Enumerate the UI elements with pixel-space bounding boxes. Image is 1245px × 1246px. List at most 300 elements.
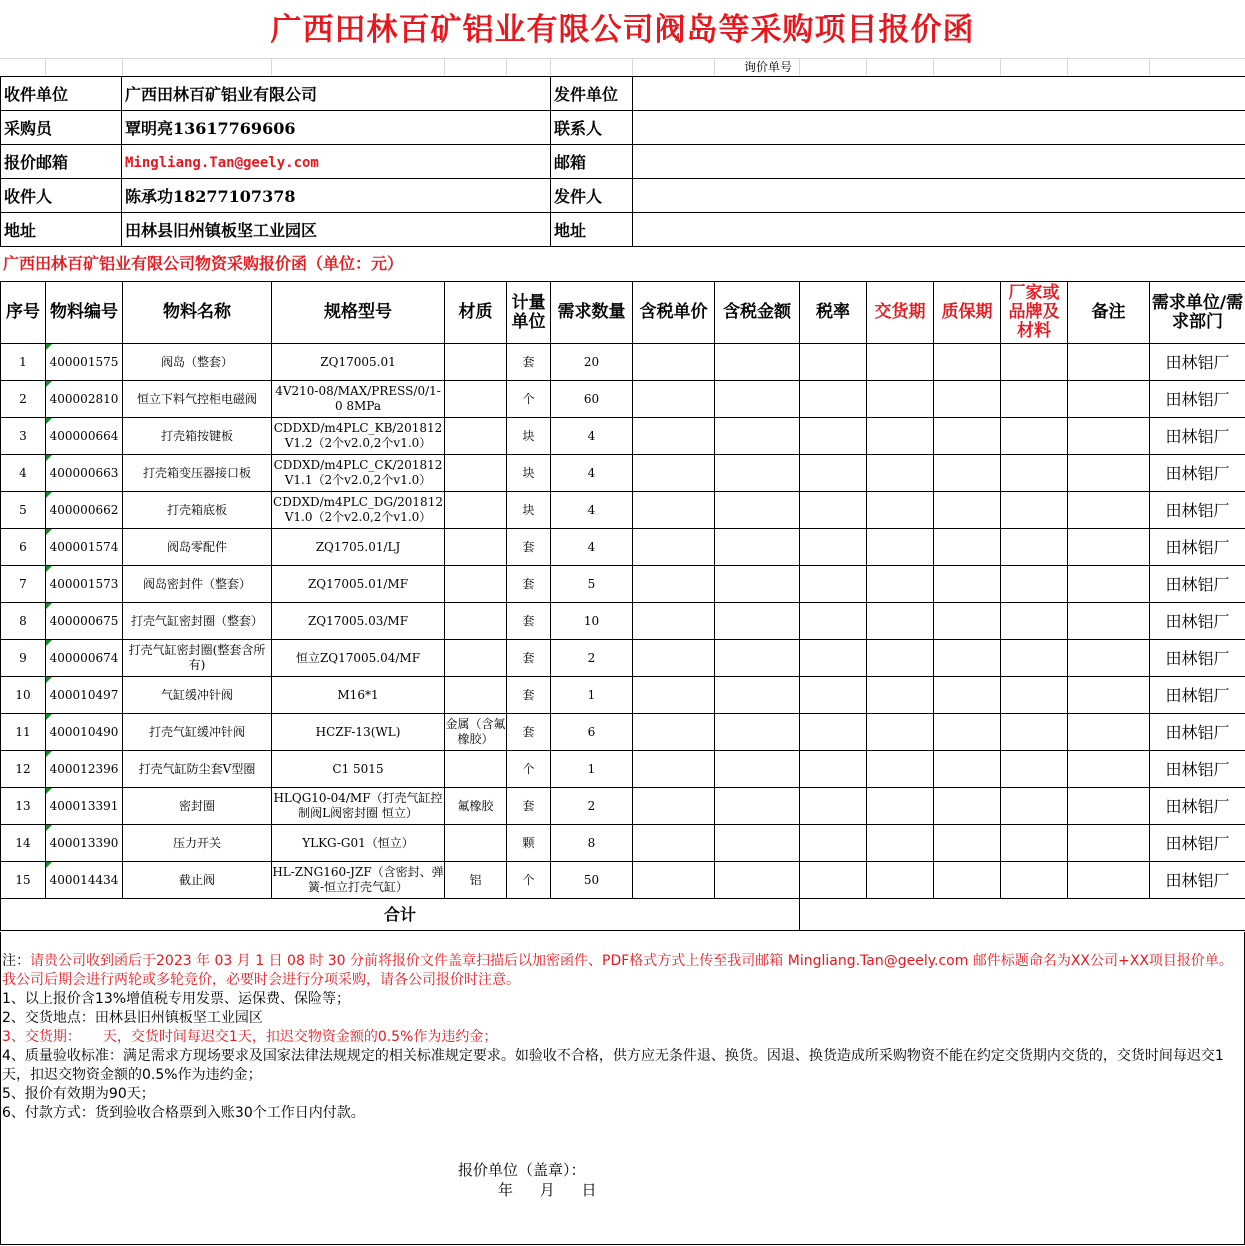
header-delivery: 交货期 [867, 282, 934, 344]
spreadsheet-grid-row [0, 58, 1245, 77]
quote-email-label: 报价邮箱 [1, 145, 122, 179]
cell-spec: CDDXD/m4PLC_KB/201812 V1.2（2个v2.0,2个v1.0） [272, 418, 445, 455]
cell-name: 密封圈 [123, 788, 272, 825]
total-row [1, 899, 1245, 931]
cell-spec: ZQ1705.01/LJ [272, 529, 445, 566]
cell-unit-price[interactable] [633, 381, 715, 418]
cell-spec: CDDXD/m4PLC_DG/201812 V1.0（2个v2.0,2个v1.0） [272, 492, 445, 529]
cell-no: 5 [1, 492, 46, 529]
cell-unit: 套 [507, 677, 551, 714]
cell-brand[interactable] [1001, 751, 1068, 788]
cell-brand[interactable] [1001, 529, 1068, 566]
cell-tax[interactable] [800, 381, 867, 418]
cell-unit-price[interactable] [633, 640, 715, 677]
items-table [0, 281, 1245, 931]
cell-amount[interactable] [715, 714, 800, 751]
cell-qty: 4 [551, 418, 633, 455]
table-row [1, 418, 1245, 455]
cell-name: 压力开关 [123, 825, 272, 862]
cell-no: 3 [1, 418, 46, 455]
cell-code: 400013391 [46, 788, 123, 825]
email-value[interactable] [633, 145, 1245, 179]
cell-unit: 套 [507, 714, 551, 751]
cell-no: 2 [1, 381, 46, 418]
cell-unit: 套 [507, 603, 551, 640]
cell-tax[interactable] [800, 825, 867, 862]
cell-spec: M16*1 [272, 677, 445, 714]
address-label: 地址 [1, 213, 122, 247]
cell-name: 打壳气缸密封圈(整套含所有) [123, 640, 272, 677]
cell-tax[interactable] [800, 344, 867, 381]
cell-code: 400000674 [46, 640, 123, 677]
cell-unit-price[interactable] [633, 825, 715, 862]
cell-material [445, 603, 507, 640]
cell-amount[interactable] [715, 381, 800, 418]
cell-amount[interactable] [715, 677, 800, 714]
table-row [1, 455, 1245, 492]
cell-dept: 田林铝厂 [1150, 529, 1245, 566]
cell-dept: 田林铝厂 [1150, 825, 1245, 862]
cell-material: 金属（含氟橡胶） [445, 714, 507, 751]
cell-material: 铝 [445, 862, 507, 899]
notes-section [2, 952, 1240, 1123]
cell-warranty[interactable] [934, 677, 1001, 714]
cell-code: 400001573 [46, 566, 123, 603]
cell-qty: 1 [551, 751, 633, 788]
table-row [1, 788, 1245, 825]
cell-tax[interactable] [800, 751, 867, 788]
cell-amount[interactable] [715, 788, 800, 825]
cell-unit-price[interactable] [633, 677, 715, 714]
signature-label: 报价单位（盖章）： [458, 1161, 586, 1179]
cell-tax[interactable] [800, 455, 867, 492]
cell-unit-price[interactable] [633, 788, 715, 825]
cell-code: 400010497 [46, 677, 123, 714]
cell-remark[interactable] [1068, 344, 1150, 381]
page-title: 广西田林百矿铝业有限公司阀岛等采购项目报价函 [270, 12, 975, 48]
cell-material [445, 492, 507, 529]
cell-unit-price[interactable] [633, 344, 715, 381]
buyer-value[interactable]: 覃明亮13617769606 [122, 111, 551, 145]
cell-warranty[interactable] [934, 566, 1001, 603]
cell-remark[interactable] [1068, 566, 1150, 603]
cell-no: 13 [1, 788, 46, 825]
cell-brand[interactable] [1001, 381, 1068, 418]
cell-no: 15 [1, 862, 46, 899]
table-row [1, 825, 1245, 862]
cell-warranty[interactable] [934, 825, 1001, 862]
cell-delivery[interactable] [867, 492, 934, 529]
cell-unit-price[interactable] [633, 862, 715, 899]
cell-delivery[interactable] [867, 381, 934, 418]
cell-warranty[interactable] [934, 492, 1001, 529]
buyer-label: 采购员 [1, 111, 122, 145]
cell-amount[interactable] [715, 825, 800, 862]
table-header-row [1, 282, 1245, 344]
info-row [1, 179, 1245, 213]
table-row [1, 492, 1245, 529]
cell-delivery[interactable] [867, 825, 934, 862]
cell-unit: 套 [507, 566, 551, 603]
cell-qty: 2 [551, 788, 633, 825]
cell-name: 打壳气缸密封圈（整套） [123, 603, 272, 640]
cell-spec: 恒立ZQ17005.04/MF [272, 640, 445, 677]
cell-qty: 4 [551, 455, 633, 492]
cell-spec: ZQ17005.01/MF [272, 566, 445, 603]
cell-tax[interactable] [800, 529, 867, 566]
cell-unit: 块 [507, 492, 551, 529]
cell-unit: 个 [507, 751, 551, 788]
cell-dept: 田林铝厂 [1150, 418, 1245, 455]
header-amount: 含税金额 [715, 282, 800, 344]
cell-qty: 5 [551, 566, 633, 603]
cell-tax[interactable] [800, 788, 867, 825]
cell-tax[interactable] [800, 603, 867, 640]
cell-remark[interactable] [1068, 714, 1150, 751]
cell-no: 1 [1, 344, 46, 381]
cell-unit: 个 [507, 862, 551, 899]
cell-brand[interactable] [1001, 566, 1068, 603]
cell-unit: 套 [507, 529, 551, 566]
total-value[interactable] [800, 899, 1245, 931]
cell-delivery[interactable] [867, 751, 934, 788]
cell-unit: 个 [507, 381, 551, 418]
cell-code: 400000662 [46, 492, 123, 529]
info-row [1, 145, 1245, 179]
cell-delivery[interactable] [867, 788, 934, 825]
cell-amount[interactable] [715, 566, 800, 603]
cell-delivery[interactable] [867, 862, 934, 899]
cell-warranty[interactable] [934, 455, 1001, 492]
cell-material [445, 825, 507, 862]
cell-qty: 4 [551, 492, 633, 529]
cell-no: 7 [1, 566, 46, 603]
cell-qty: 1 [551, 677, 633, 714]
cell-remark[interactable] [1068, 862, 1150, 899]
cell-qty: 2 [551, 640, 633, 677]
cell-unit-price[interactable] [633, 603, 715, 640]
cell-spec: ZQ17005.01 [272, 344, 445, 381]
cell-remark[interactable] [1068, 455, 1150, 492]
cell-unit-price[interactable] [633, 714, 715, 751]
cell-material [445, 677, 507, 714]
cell-spec: HL-ZNG160-JZF（含密封、弹簧-恒立打壳气缸） [272, 862, 445, 899]
cell-warranty[interactable] [934, 603, 1001, 640]
cell-qty: 10 [551, 603, 633, 640]
cell-warranty[interactable] [934, 381, 1001, 418]
cell-tax[interactable] [800, 862, 867, 899]
cell-material [445, 751, 507, 788]
cell-remark[interactable] [1068, 529, 1150, 566]
cell-remark[interactable] [1068, 751, 1150, 788]
header-remark: 备注 [1068, 282, 1150, 344]
cell-warranty[interactable] [934, 788, 1001, 825]
cell-brand[interactable] [1001, 492, 1068, 529]
cell-no: 12 [1, 751, 46, 788]
cell-remark[interactable] [1068, 418, 1150, 455]
cell-brand[interactable] [1001, 640, 1068, 677]
cell-amount[interactable] [715, 455, 800, 492]
cell-warranty[interactable] [934, 640, 1001, 677]
cell-no: 11 [1, 714, 46, 751]
sender-value[interactable] [633, 179, 1245, 213]
cell-unit-price[interactable] [633, 751, 715, 788]
address-value[interactable]: 田林县旧州镇板坚工业园区 [122, 213, 551, 247]
contact-value[interactable] [633, 111, 1245, 145]
info-row [1, 77, 1245, 111]
cell-remark[interactable] [1068, 640, 1150, 677]
cell-code: 400000664 [46, 418, 123, 455]
item-rows [1, 344, 1245, 899]
cell-brand[interactable] [1001, 603, 1068, 640]
cell-warranty[interactable] [934, 751, 1001, 788]
sender-unit-value[interactable] [633, 77, 1245, 111]
cell-spec: HCZF-13(WL) [272, 714, 445, 751]
cell-delivery[interactable] [867, 344, 934, 381]
cell-no: 6 [1, 529, 46, 566]
cell-name: 打壳箱底板 [123, 492, 272, 529]
cell-delivery[interactable] [867, 640, 934, 677]
note-3-prefix: 3、交货期： [2, 1029, 81, 1045]
header-dept: 需求单位/需求部门 [1150, 282, 1245, 344]
header-info-table [0, 76, 1245, 247]
cell-code: 400001575 [46, 344, 123, 381]
cell-brand[interactable] [1001, 677, 1068, 714]
cell-no: 14 [1, 825, 46, 862]
cell-no: 9 [1, 640, 46, 677]
cell-delivery[interactable] [867, 529, 934, 566]
cell-code: 400000663 [46, 455, 123, 492]
cell-warranty[interactable] [934, 418, 1001, 455]
cell-code: 400000675 [46, 603, 123, 640]
cell-warranty[interactable] [934, 344, 1001, 381]
cell-brand[interactable] [1001, 788, 1068, 825]
header-material: 材质 [445, 282, 507, 344]
cell-brand[interactable] [1001, 455, 1068, 492]
cell-unit: 套 [507, 344, 551, 381]
note-4: 4、质量验收标准：满足需求方现场要求及国家法律法规规定的相关标准规定要求。如验收不合格，供方应无条件退、换货。因退、换货造成所采购物资不能在约定交货期内交货的，交货时间每迟交1天，扣迟交物资金额的0.5%作为违约金； [2, 1048, 1224, 1083]
note-5: 5、报价有效期为90天； [2, 1086, 155, 1102]
date-label: 年 月 日 [498, 1181, 597, 1199]
cell-remark[interactable] [1068, 492, 1150, 529]
table-row [1, 566, 1245, 603]
cell-tax[interactable] [800, 714, 867, 751]
cell-name: 阀岛（整套） [123, 344, 272, 381]
header-tax: 税率 [800, 282, 867, 344]
cell-unit-price[interactable] [633, 455, 715, 492]
cell-code: 400010490 [46, 714, 123, 751]
cell-delivery[interactable] [867, 603, 934, 640]
cell-tax[interactable] [800, 640, 867, 677]
quote-email-cell[interactable] [122, 145, 551, 179]
cell-code: 400013390 [46, 825, 123, 862]
header-spec: 规格型号 [272, 282, 445, 344]
cell-brand[interactable] [1001, 418, 1068, 455]
cell-unit-price[interactable] [633, 566, 715, 603]
cell-unit-price[interactable] [633, 418, 715, 455]
receiver-unit-label: 收件单位 [1, 77, 122, 111]
cell-amount[interactable] [715, 344, 800, 381]
header-qty: 需求数量 [551, 282, 633, 344]
cell-dept: 田林铝厂 [1150, 714, 1245, 751]
cell-material [445, 529, 507, 566]
cell-remark[interactable] [1068, 825, 1150, 862]
cell-unit-price[interactable] [633, 529, 715, 566]
cell-remark[interactable] [1068, 381, 1150, 418]
cell-dept: 田林铝厂 [1150, 455, 1245, 492]
header-unit-price: 含税单价 [633, 282, 715, 344]
cell-spec: YLKG-G01（恒立） [272, 825, 445, 862]
note-3 [2, 1028, 1240, 1047]
note-main-text: 请贵公司收到函后于2023 年 03 月 1 日 08 时 30 分前将报价文件盖章扫描后以加密函件、PDF格式方式上传至我司邮箱 Mingliang.Tan@geely.com 邮件标题命名为XX公司+XX项目报价单。我公司后期会进行两轮或多轮竞价，必要时会进行分项采购，请各公司报价时注意。 [2, 953, 1233, 988]
cell-name: 打壳气缸缓冲针阀 [123, 714, 272, 751]
cell-material: 氟橡胶 [445, 788, 507, 825]
cell-material [445, 566, 507, 603]
note-6: 6、付款方式：货到验收合格票到入账30个工作日内付款。 [2, 1105, 365, 1121]
sender-address-label: 地址 [551, 213, 633, 247]
cell-code: 400014434 [46, 862, 123, 899]
cell-tax[interactable] [800, 418, 867, 455]
sender-address-value[interactable] [633, 213, 1245, 247]
note-1: 1、以上报价含13%增值税专用发票、运保费、保险等； [2, 991, 351, 1007]
cell-no: 8 [1, 603, 46, 640]
cell-qty: 50 [551, 862, 633, 899]
cell-amount[interactable] [715, 418, 800, 455]
cell-tax[interactable] [800, 677, 867, 714]
cell-code: 400001574 [46, 529, 123, 566]
total-label: 合计 [1, 899, 800, 931]
cell-material [445, 418, 507, 455]
email-label: 邮箱 [551, 145, 633, 179]
cell-dept: 田林铝厂 [1150, 566, 1245, 603]
header-warranty: 质保期 [934, 282, 1001, 344]
cell-delivery[interactable] [867, 677, 934, 714]
cell-remark[interactable] [1068, 603, 1150, 640]
cell-warranty[interactable] [934, 529, 1001, 566]
header-code: 物料编号 [46, 282, 123, 344]
cell-dept: 田林铝厂 [1150, 751, 1245, 788]
note-2: 2、交货地点：田林县旧州镇板坚工业园区 [2, 1010, 263, 1026]
note-main [2, 952, 1240, 990]
cell-material [445, 381, 507, 418]
cell-unit: 块 [507, 455, 551, 492]
cell-tax[interactable] [800, 566, 867, 603]
cell-warranty[interactable] [934, 862, 1001, 899]
sender-label: 发件人 [551, 179, 633, 213]
recipient-value[interactable]: 陈承功18277107378 [122, 179, 551, 213]
cell-amount[interactable] [715, 751, 800, 788]
cell-brand[interactable] [1001, 714, 1068, 751]
cell-qty: 60 [551, 381, 633, 418]
cell-dept: 田林铝厂 [1150, 788, 1245, 825]
cell-name: 打壳箱按键板 [123, 418, 272, 455]
header-name: 物料名称 [123, 282, 272, 344]
recipient-label: 收件人 [1, 179, 122, 213]
cell-qty: 8 [551, 825, 633, 862]
cell-name: 阀岛零配件 [123, 529, 272, 566]
inquiry-number-label: 询价单号 [744, 60, 793, 74]
cell-remark[interactable] [1068, 677, 1150, 714]
cell-amount[interactable] [715, 862, 800, 899]
table-row [1, 640, 1245, 677]
cell-brand[interactable] [1001, 862, 1068, 899]
cell-spec: 4V210-08/MAX/PRESS/0/1-0 8MPa [272, 381, 445, 418]
cell-name: 打壳气缸防尘套V型圈 [123, 751, 272, 788]
cell-no: 10 [1, 677, 46, 714]
table-row [1, 529, 1245, 566]
receiver-unit-value[interactable]: 广西田林百矿铝业有限公司 [122, 77, 551, 111]
quote-email-link[interactable]: Mingliang.Tan@geely.com [125, 155, 319, 171]
cell-warranty[interactable] [934, 714, 1001, 751]
note-3-text: 天，交货时间每迟交1天，扣迟交物资金额的0.5%作为违约金； [102, 1029, 498, 1045]
cell-unit: 颗 [507, 825, 551, 862]
cell-name: 截止阀 [123, 862, 272, 899]
header-brand: 厂家或品牌及材料 [1001, 282, 1068, 344]
cell-tax[interactable] [800, 492, 867, 529]
cell-amount[interactable] [715, 529, 800, 566]
table-row [1, 603, 1245, 640]
cell-name: 打壳箱变压器接口板 [123, 455, 272, 492]
cell-material [445, 455, 507, 492]
cell-qty: 6 [551, 714, 633, 751]
cell-unit: 套 [507, 788, 551, 825]
header-no: 序号 [1, 282, 46, 344]
cell-amount[interactable] [715, 603, 800, 640]
cell-dept: 田林铝厂 [1150, 862, 1245, 899]
table-row [1, 677, 1245, 714]
cell-unit: 套 [507, 640, 551, 677]
contact-label: 联系人 [551, 111, 633, 145]
cell-amount[interactable] [715, 640, 800, 677]
cell-delivery[interactable] [867, 714, 934, 751]
cell-dept: 田林铝厂 [1150, 381, 1245, 418]
cell-dept: 田林铝厂 [1150, 344, 1245, 381]
cell-dept: 田林铝厂 [1150, 603, 1245, 640]
cell-material [445, 344, 507, 381]
table-row [1, 862, 1245, 899]
cell-code: 400002810 [46, 381, 123, 418]
header-unit: 计量单位 [507, 282, 551, 344]
cell-brand[interactable] [1001, 344, 1068, 381]
cell-remark[interactable] [1068, 788, 1150, 825]
cell-unit-price[interactable] [633, 492, 715, 529]
sender-unit-label: 发件单位 [551, 77, 633, 111]
cell-amount[interactable] [715, 492, 800, 529]
cell-name: 恒立下料气控柜电磁阀 [123, 381, 272, 418]
cell-delivery[interactable] [867, 418, 934, 455]
cell-material [445, 640, 507, 677]
cell-spec: C1 5015 [272, 751, 445, 788]
cell-dept: 田林铝厂 [1150, 677, 1245, 714]
cell-delivery[interactable] [867, 566, 934, 603]
table-row [1, 381, 1245, 418]
cell-unit: 块 [507, 418, 551, 455]
cell-name: 气缸缓冲针阀 [123, 677, 272, 714]
note-prefix: 注： [2, 953, 30, 969]
table-row [1, 344, 1245, 381]
cell-dept: 田林铝厂 [1150, 640, 1245, 677]
cell-delivery[interactable] [867, 455, 934, 492]
cell-brand[interactable] [1001, 825, 1068, 862]
cell-spec: CDDXD/m4PLC_CK/201812 V1.1（2个v2.0,2个v1.0） [272, 455, 445, 492]
table-row [1, 714, 1245, 751]
cell-spec: HLQG10-04/MF（打壳气缸控制阀L阀密封圈 恒立） [272, 788, 445, 825]
section-subtitle: 广西田林百矿铝业有限公司物资采购报价函（单位：元） [3, 254, 404, 273]
info-row [1, 111, 1245, 145]
cell-qty: 20 [551, 344, 633, 381]
cell-qty: 4 [551, 529, 633, 566]
cell-dept: 田林铝厂 [1150, 492, 1245, 529]
